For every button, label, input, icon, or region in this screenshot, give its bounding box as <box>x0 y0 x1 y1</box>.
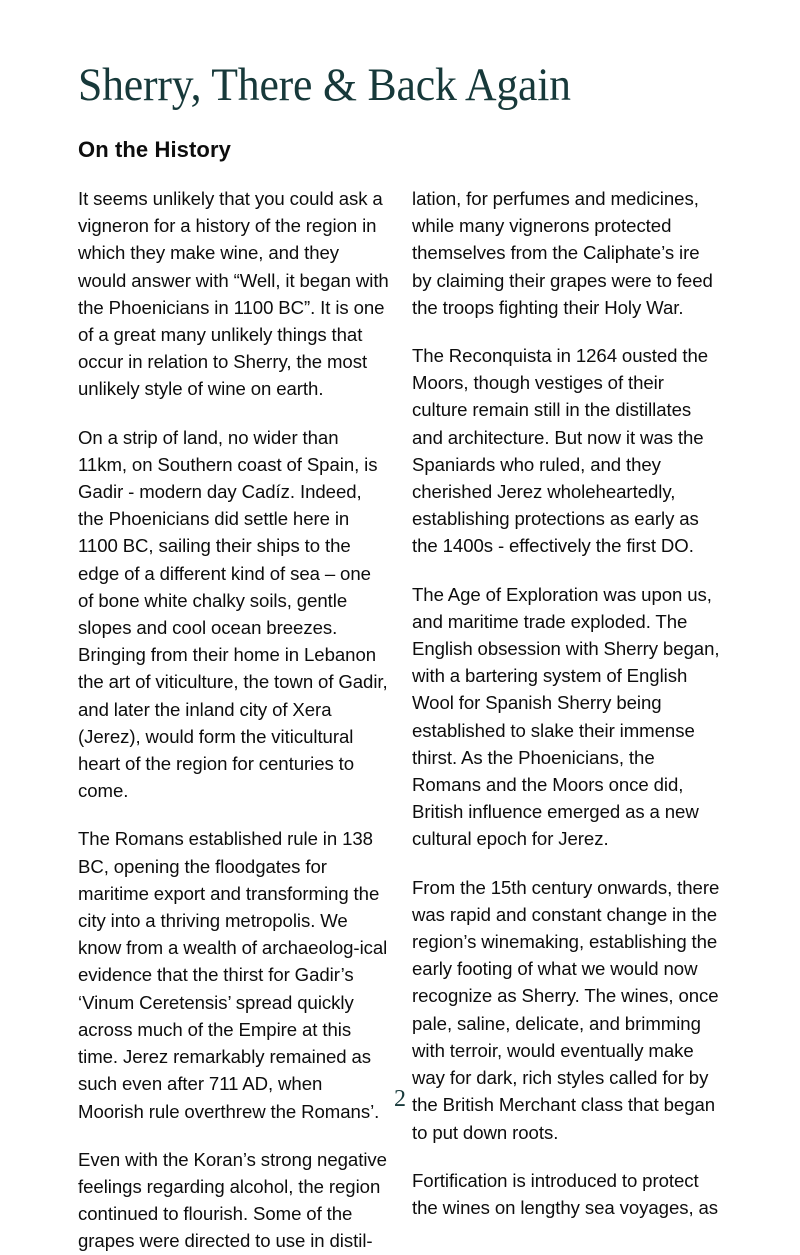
paragraph: Even with the Koran’s strong negative feelings regarding alcohol, the region continued to flourish. Some of the grapes were directed to use in distil- <box>78 1148 387 1252</box>
paragraph: On a strip of land, no wider than 11km, on Southern coast of Spain, is Gadir - modern day Cadíz. Indeed, the Phoenicians did settle here in 1100 BC, sailing their ships to the edge of a different kind of sea – one of bone white chalky soils, gentle slopes and cool ocean breezes. Bringing from their home in Lebanon the art of viticulture, the town of Gadir, and later the inland city of Xera (Jerez), would form the viticultural heart of the region for centuries to come. <box>78 426 388 802</box>
column-right <box>412 185 723 1221</box>
paragraph: The Age of Exploration was upon us, and maritime trade exploded. The English obsession with Sherry began, with a bartering system of English Wool for Spanish Sherry being established to slake their immense thirst. As the Phoenicians, the Romans and the Moors once did, British influence emerged as a new cultural epoch for Jerez. <box>412 583 720 850</box>
paragraph: From the 15th century onwards, there was rapid and constant change in the region’s winemaking, establishing the early footing of what we would now recognize as Sherry. The wines, once pale, saline, delicate, and brimming with terroir, would eventually make way for dark, rich styles called for by the British Merchant class that began to put down roots. <box>412 876 720 1143</box>
section-heading: On the History <box>78 137 231 162</box>
paragraph: The Reconquista in 1264 ousted the Moors, though vestiges of their culture remain still in the distillates and architecture. But now it was the Spaniards who ruled, and they cherished Jerez wholeheartedly, establishing protections as early as the 1400s - effectively the first DO. <box>412 345 709 557</box>
paragraph: The Romans established rule in 138 BC, opening the floodgates for maritime export and transforming the city into a thriving metropolis. We know from a wealth of archaeolog-ical evidence that the thirst for Gadir’s ‘Vinum Ceretensis’ spread quickly across much of the Empire at this time. Jerez remarkably remained as such even after 711 AD, when Moorish rule overthrew the Romans’. <box>78 828 388 1122</box>
paragraph: lation, for perfumes and medicines, while many vignerons protected themselves from the Caliphate’s ire by claiming their grapes were to feed the troops fighting their Holy War. <box>412 188 713 318</box>
paragraph: It seems unlikely that you could ask a vigneron for a history of the region in which they make wine, and they would answer with “Well, it began with the Phoenicians in 1100 BC”. It is one of a great many unlikely things that occur in relation to Sherry, the most unlikely style of wine on earth. <box>78 188 389 400</box>
page-content-area <box>78 0 722 1252</box>
page-title: Sherry, There & Back Again <box>78 59 571 111</box>
page-number: 2 <box>394 1086 406 1112</box>
paragraph: Fortification is introduced to protect the wines on lengthy sea voyages, as <box>412 1169 719 1218</box>
